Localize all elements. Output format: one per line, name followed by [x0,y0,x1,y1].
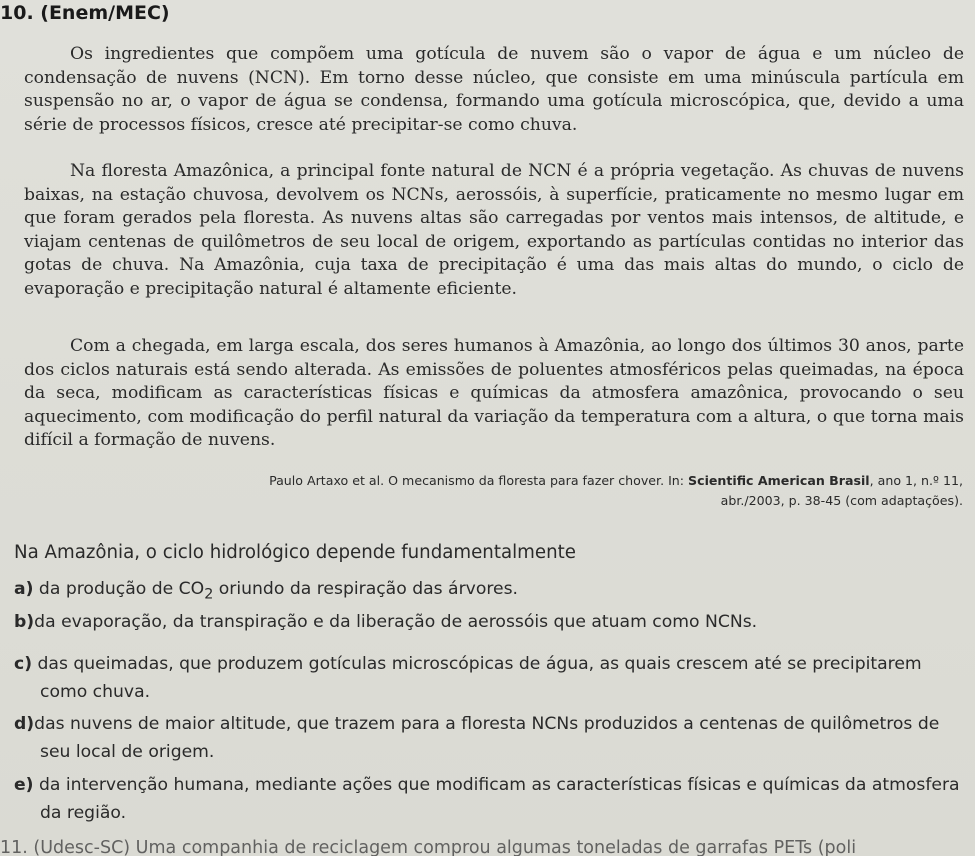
option-e-letter: e) [14,775,34,795]
option-a-text-after: oriundo da respiração das árvores. [213,579,519,599]
option-d[interactable] [14,710,964,766]
option-d-text: das nuvens de maior altitude, que trazem para a floresta NCNs produzidos a centenas de quilômetros de seu local de origem. [34,714,940,762]
next-question-fragment: 11. (Udesc-SC) Uma companhia de reciclagem comprou algumas toneladas de garrafas PETs (poli [0,838,857,856]
option-b[interactable] [14,608,964,636]
option-c-letter: c) [14,654,33,674]
source-publication: Scientific American Brasil [688,473,870,488]
source-citation [263,471,963,511]
paragraph-2: Na floresta Amazônica, a principal fonte natural de NCN é a própria vegetação. As chuvas de nuvens baixas, na estação chuvosa, devolvem os NCNs, aerossóis, à superfície, praticamente no mesmo lugar em que foram gerados pela floresta. As nuvens altas são carregadas por ventos mais intensos, de altitude, e viajam centenas de quilômetros de seu local de origem, exportando as partículas contidas no interior das gotas de chuva. Na Amazônia, cuja taxa de precipitação é uma das mais altas do mundo, o ciclo de evaporação e precipitação natural é altamente eficiente. [24,161,964,299]
option-a-text-before: da produção de CO [33,579,205,599]
paragraph-3: Com a chegada, em larga escala, dos seres humanos à Amazônia, ao longo dos últimos 30 anos, parte dos ciclos naturais está sendo alterada. As emissões de poluentes atmosféricos pelas queimadas, na época da seca, modificam as características físicas e químicas da atmosfera amazônica, provocando o seu aquecimento, com modificação do perfil natural da variação da temperatura com a altura, o que torna mais difícil a formação de nuvens. [24,336,964,451]
source-suffix: , ano 1, n.º 11, abr./2003, p. 38-45 (com adaptações). [720,473,963,508]
option-c-text: das queimadas, que produzem gotículas microscópicas de água, as quais crescem até se precipitarem como chuva. [32,654,922,702]
question-number: 10. (Enem/MEC) [0,2,170,24]
question-stem: Na Amazônia, o ciclo hidrológico depende fundamentalmente [14,542,576,563]
paragraph-1: Os ingredientes que compõem uma gotícula de nuvem são o vapor de água e um núcleo de condensação de nuvens (NCN). Em torno desse núcleo, que consiste em uma minúscula partícula em suspensão no ar, o vapor de água se condensa, formando uma gotícula microscópica, que, devido a uma série de processos físicos, cresce até precipitar-se como chuva. [24,44,964,135]
option-e-text: da intervenção humana, mediante ações que modificam as características físicas e químicas da atmosfera da região. [33,775,960,823]
option-e[interactable] [14,771,964,827]
option-a[interactable] [14,575,964,608]
option-b-letter: b) [14,612,35,632]
option-b-text: da evaporação, da transpiração e da liberação de aerossóis que atuam como NCNs. [34,612,758,632]
option-d-letter: d) [14,714,35,734]
source-prefix: Paulo Artaxo et al. O mecanismo da floresta para fazer chover. In: [269,473,689,488]
option-a-subscript: 2 [204,586,214,603]
option-a-letter: a) [14,579,34,599]
option-c[interactable] [14,650,964,706]
